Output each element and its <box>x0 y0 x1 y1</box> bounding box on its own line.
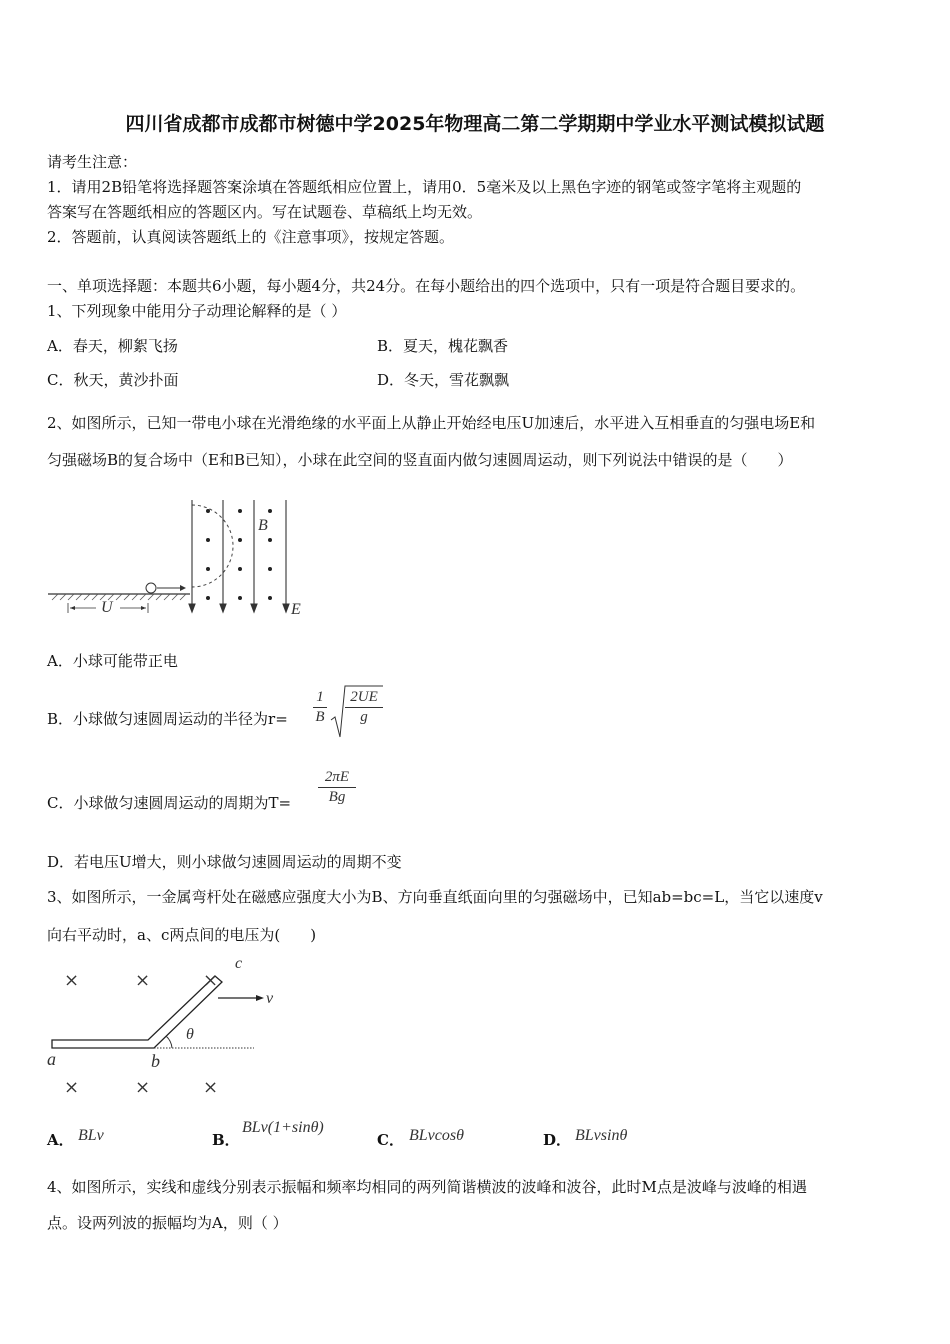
notice-line: 1．请用2B铅笔将选择题答案涂填在答题纸相应位置上，请用0．5毫米及以上黑色字迹的钢笔或签字笔将主观题的 <box>47 178 802 196</box>
question-2-stem: 2、如图所示，已知一带电小球在光滑绝缘的水平面上从静止开始经电压U加速后，水平进入互相垂直的匀强电场E和 <box>47 414 816 432</box>
q2-option-b[interactable]: B．小球做匀速圆周运动的半径为r= <box>47 710 288 728</box>
q3-option-c[interactable]: BLvcosθ <box>409 1127 464 1144</box>
question-3-stem: 向右平动时，a、c两点间的电压为( ) <box>47 926 317 944</box>
q1-option-d[interactable]: D．冬天，雪花飘飘 <box>377 371 510 389</box>
radius-formula: 1 B <box>313 689 327 726</box>
fig-label-b: B <box>258 517 268 534</box>
q1-option-a[interactable]: A．春天，柳絮飞扬 <box>47 337 178 355</box>
q2-option-c[interactable]: C．小球做匀速圆周运动的周期为T= <box>47 794 292 812</box>
q3-option-d[interactable]: BLvsinθ <box>575 1127 628 1144</box>
page-title: 四川省成都市成都市树德中学2025年物理高二第二学期期中学业水平测试模拟试题 <box>125 113 825 135</box>
fig-label-theta: θ <box>186 1026 194 1043</box>
notice-heading: 请考生注意： <box>47 153 138 171</box>
cross-mark: × <box>135 970 151 991</box>
question-1-stem: 1、下列现象中能用分子动理论解释的是（ ） <box>47 302 347 320</box>
q3-option-a[interactable]: BLv <box>78 1127 104 1144</box>
question-4-stem: 点。设两列波的振幅均为A，则（ ） <box>47 1214 288 1232</box>
period-formula: 2πE Bg <box>318 769 356 806</box>
fig-label-e: E <box>291 601 301 618</box>
cross-mark: × <box>135 1077 151 1098</box>
cross-mark: × <box>64 1077 80 1098</box>
question-3-stem: 3、如图所示，一金属弯杆处在磁感应强度大小为B、方向垂直纸面向里的匀强磁场中，已知ab=bc=L，当它以速度v <box>47 888 823 906</box>
q3-option-c-label[interactable]: C． <box>377 1131 404 1149</box>
q3-option-d-label[interactable]: D． <box>543 1131 572 1149</box>
q1-option-c[interactable]: C．秋天，黄沙扑面 <box>47 371 179 389</box>
notice-line: 2．答题前，认真阅读答题纸上的《注意事项》，按规定答题。 <box>47 228 455 246</box>
q3-option-b[interactable]: BLv(1+sinθ) <box>242 1119 324 1136</box>
q2-option-d[interactable]: D．若电压U增大，则小球做匀速圆周运动的周期不变 <box>47 853 402 871</box>
fig-label-u: U <box>101 599 113 616</box>
q1-option-b[interactable]: B．夏天，槐花飘香 <box>377 337 509 355</box>
fig-label-b: b <box>151 1051 160 1071</box>
fig-label-c: c <box>235 955 243 972</box>
q3-option-a-label[interactable]: A． <box>47 1131 74 1149</box>
fig-label-a: a <box>47 1049 56 1069</box>
radius-radicand: 2UE g <box>345 689 383 726</box>
cross-mark: × <box>203 1077 219 1098</box>
cross-mark: × <box>64 970 80 991</box>
question-2-stem: 匀强磁场B的复合场中（E和B已知），小球在此空间的竖直面内做匀速圆周运动，则下列说法中错误的是（ ） <box>47 451 793 469</box>
cross-mark: × <box>203 970 219 991</box>
fig-label-v: v <box>266 990 274 1007</box>
section-heading: 一、单项选择题：本题共6小题，每小题4分，共24分。在每小题给出的四个选项中，只有一项是符合题目要求的。 <box>47 277 806 295</box>
q3-option-b-label[interactable]: B． <box>212 1131 240 1149</box>
q2-option-a[interactable]: A．小球可能带正电 <box>47 652 178 670</box>
question-4-stem: 4、如图所示，实线和虚线分别表示振幅和频率均相同的两列简谐横波的波峰和波谷，此时M点是波峰与波峰的相遇 <box>47 1178 807 1196</box>
notice-line: 答案写在答题纸相应的答题区内。写在试题卷、草稿纸上均无效。 <box>47 203 483 221</box>
